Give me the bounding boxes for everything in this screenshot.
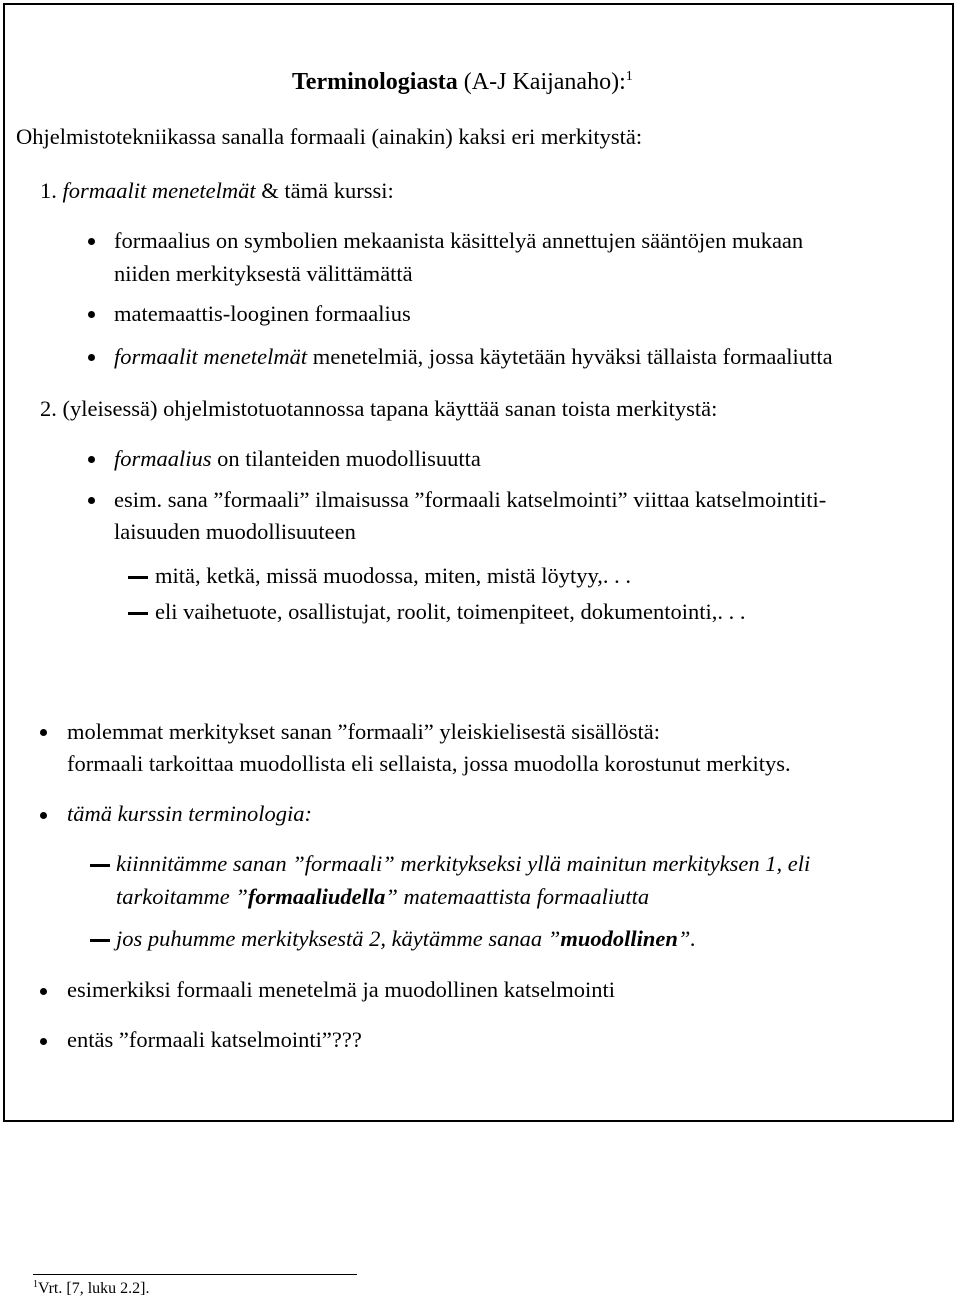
- footnote: [33, 1280, 149, 1298]
- section2-heading: [40, 396, 717, 422]
- s1-item2: matemaattis-looginen formaalius: [114, 301, 411, 326]
- d1-part-b: ” matemaattista formaaliutta: [385, 884, 650, 909]
- bullet-icon: [88, 354, 95, 361]
- bottom-d1-line2: [116, 884, 649, 910]
- dash-icon: [128, 576, 148, 579]
- dash-icon: [90, 864, 110, 867]
- bullet-icon: [88, 238, 95, 245]
- section1-italic: formaalit menetelmät: [62, 178, 256, 203]
- dash-icon: [128, 612, 148, 615]
- s1-item1-line1: formaalius on symbolien mekaanista käsittelyä annettujen sääntöjen mukaan: [114, 228, 804, 253]
- bottom-b2: tämä kurssin terminologia:: [67, 801, 312, 826]
- title-bold: Terminologiasta: [292, 69, 458, 95]
- section1-number: 1.: [40, 178, 57, 203]
- bullet-icon: [40, 729, 47, 736]
- d1-bold: formaaliudella: [247, 884, 386, 909]
- s1-item3: [114, 344, 833, 370]
- bottom-d1-line1: kiinnitämme sanan ”formaali” merkitykseksi yllä mainitun merkityksen 1, eli: [116, 851, 811, 876]
- bullet-icon: [88, 497, 95, 504]
- slide-title: [292, 69, 633, 95]
- section1-rest: & tämä kurssi:: [255, 178, 394, 203]
- footnote-rule: [33, 1274, 357, 1275]
- s1-item3-italic: formaalit menetelmät: [114, 344, 308, 369]
- s2-subitem2: eli vaihetuote, osallistujat, roolit, toimenpiteet, dokumentointi,. . .: [155, 599, 746, 624]
- s2-item2-line2: laisuuden muodollisuuteen: [114, 519, 356, 544]
- bullet-icon: [40, 1038, 47, 1045]
- d1-part-a: tarkoitamme ”: [116, 884, 248, 909]
- s1-item1-line2: niiden merkityksestä välittämättä: [114, 261, 413, 286]
- s2-item1-italic: formaalius: [114, 446, 212, 471]
- bullet-icon: [88, 311, 95, 318]
- d2-bold: muodollinen: [560, 926, 678, 951]
- title-rest: (A-J Kaijanaho):: [457, 69, 626, 95]
- bottom-b1-line1: molemmat merkitykset sanan ”formaali” yleiskielisestä sisällöstä:: [67, 719, 660, 744]
- s1-item3-rest: menetelmiä, jossa käytetään hyväksi tällaista formaaliutta: [307, 344, 833, 369]
- s2-item1-rest: on tilanteiden muodollisuutta: [211, 446, 481, 471]
- bottom-b1-line2: formaali tarkoittaa muodollista eli sellaista, jossa muodolla korostunut merkitys.: [67, 751, 791, 776]
- title-footnote-mark: 1: [625, 69, 633, 84]
- section2-number: 2.: [40, 396, 57, 421]
- footnote-mark: 1: [33, 1279, 38, 1290]
- bullet-icon: [40, 988, 47, 995]
- bottom-b4: entäs ”formaali katselmointi”???: [67, 1027, 362, 1052]
- bullet-icon: [40, 812, 47, 819]
- dash-icon: [90, 939, 110, 942]
- s2-item2-line1: esim. sana ”formaali” ilmaisussa ”formaali katselmointi” viittaa katselmointiti-: [114, 487, 827, 512]
- d2-part-a: jos puhumme merkityksestä 2, käytämme sanaa ”: [116, 926, 561, 951]
- bottom-d2: [116, 926, 696, 952]
- bullet-icon: [88, 456, 95, 463]
- s2-subitem1: mitä, ketkä, missä muodossa, miten, mistä löytyy,. . .: [155, 563, 631, 588]
- d2-part-b: ”.: [677, 926, 696, 951]
- s2-item1: [114, 446, 481, 472]
- intro-text: Ohjelmistotekniikassa sanalla formaali (ainakin) kaksi eri merkitystä:: [16, 124, 643, 149]
- section2-text: (yleisessä) ohjelmistotuotannossa tapana käyttää sanan toista merkitystä:: [62, 396, 718, 421]
- footnote-text: Vrt. [7, luku 2.2].: [38, 1280, 150, 1297]
- section1-heading: [40, 178, 394, 204]
- bottom-b3: esimerkiksi formaali menetelmä ja muodollinen katselmointi: [67, 977, 615, 1002]
